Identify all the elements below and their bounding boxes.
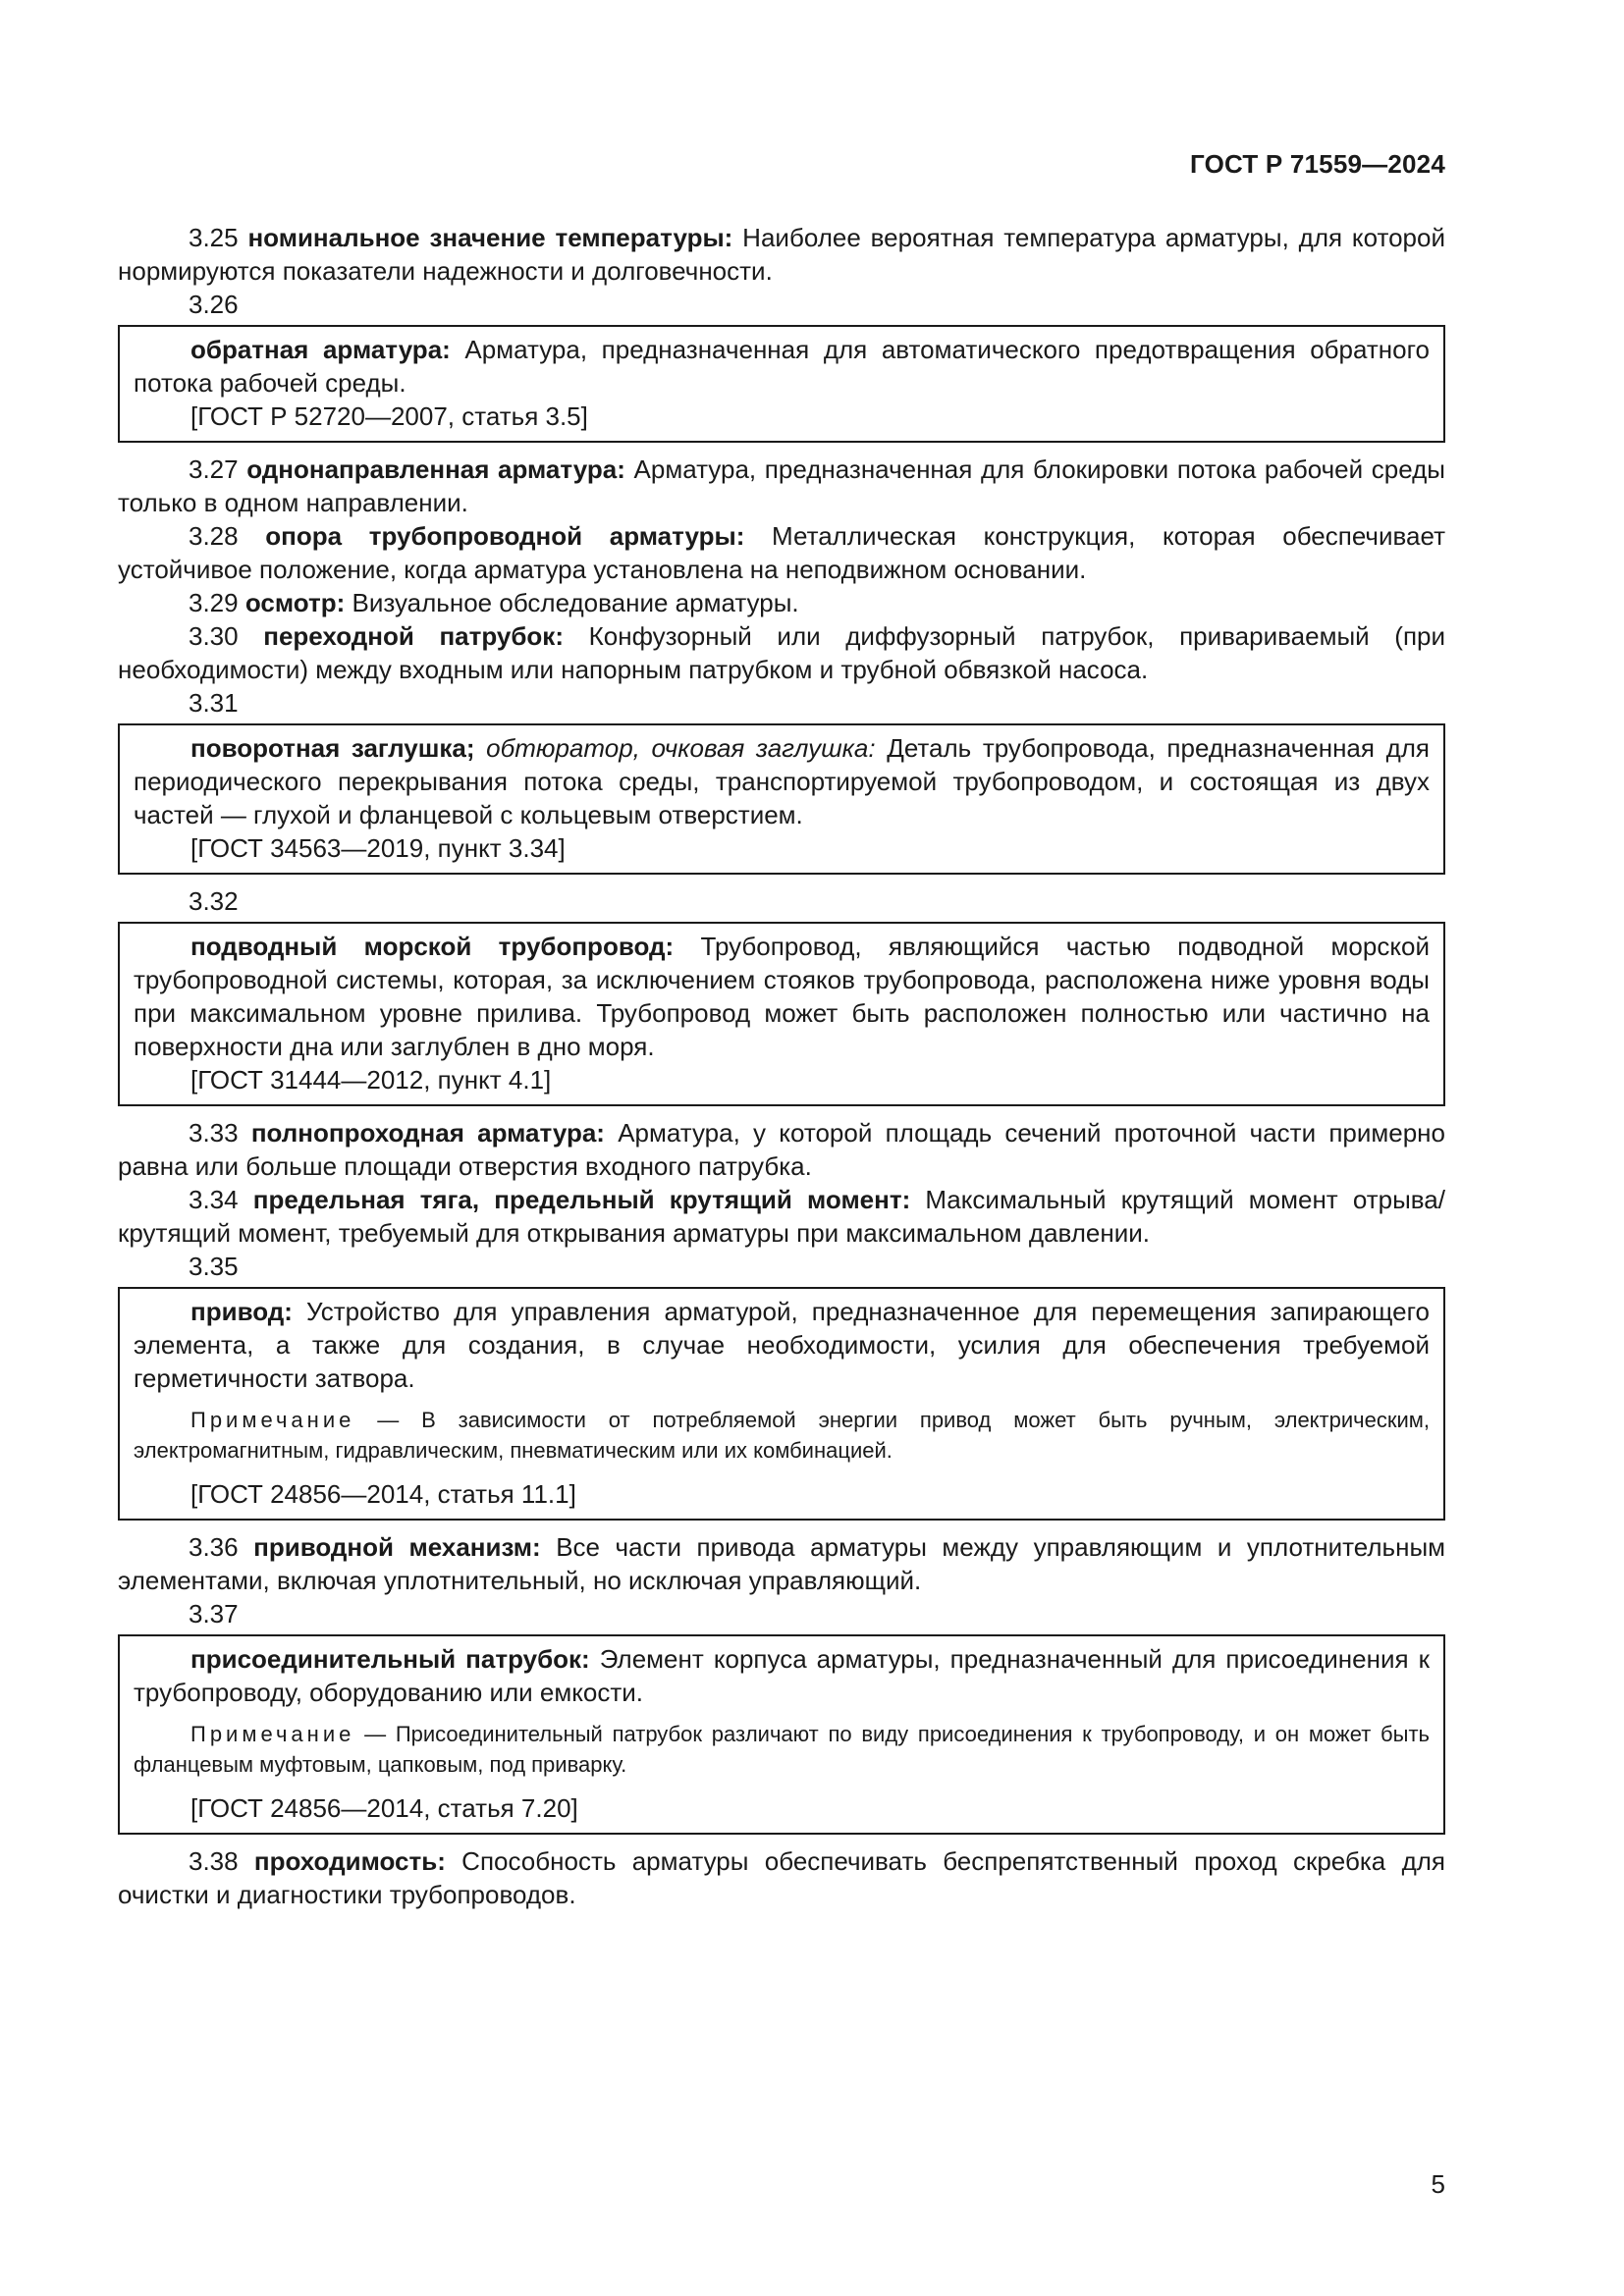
term-name: приводной механизм: — [253, 1532, 541, 1562]
term-definition: Наиболее вероятная температура арматуры, для которой нормируются показатели надежности и долговечности. — [118, 223, 1445, 286]
term-number: 3.26 — [189, 290, 239, 319]
term-definition: Конфузорный или диффузорный патрубок, привариваемый (при необходимости) между входным или напорным патрубком и трубной обвязкой насоса. — [118, 621, 1446, 684]
term-definition: Визуальное обследование арматуры. — [345, 588, 799, 617]
term-box-3-31 — [118, 723, 1445, 875]
term-name: осмотр: — [244, 588, 346, 617]
term-number: 3.38 — [189, 1846, 239, 1876]
term-number: 3.25 — [189, 223, 239, 252]
term-number: 3.37 — [189, 1599, 239, 1629]
note-text: — Присоединительный патрубок различают по виду присоединения к трубопроводу, и он может быть фланцевым муфтовым, цапковым, под приварку. — [134, 1722, 1430, 1777]
page-number: 5 — [1431, 2169, 1445, 2199]
term-box-3-26 — [118, 325, 1445, 443]
term-name: полнопроходная арматура: — [250, 1118, 605, 1148]
term-source: [ГОСТ 31444—2012, пункт 4.1] — [190, 1065, 552, 1095]
term-number: 3.34 — [189, 1185, 239, 1214]
term-name: привод: — [190, 1297, 293, 1326]
term-name: переходной патрубок: — [263, 621, 564, 651]
term-number: 3.35 — [189, 1252, 239, 1281]
term-number: 3.36 — [189, 1532, 239, 1562]
term-definition: Деталь трубопровода, предназначенная для периодического перекрывания потока среды, транспортируемой трубопроводом, и состоящая из двух частей — глухой и фланцевой с кольцевым отверстием. — [134, 733, 1430, 829]
term-name: предельная тяга, предельный крутящий момент: — [252, 1185, 911, 1214]
term-number: 3.28 — [189, 521, 239, 551]
term-number: 3.30 — [189, 621, 239, 651]
term-source: [ГОСТ 34563—2019, пункт 3.34] — [190, 833, 566, 863]
term-synonyms: обтюратор, очковая заглушка: — [474, 733, 876, 763]
term-3-33 — [118, 1116, 1445, 1183]
term-3-38 — [118, 1844, 1445, 1911]
term-name: проходимость: — [253, 1846, 446, 1876]
note-label: Примечание — [190, 1722, 355, 1746]
term-3-36 — [118, 1530, 1445, 1597]
term-3-25 — [118, 221, 1445, 288]
term-note — [134, 1405, 1430, 1466]
term-name: присоединительный патрубок: — [190, 1644, 590, 1674]
term-name: однонаправленная арматура: — [246, 454, 625, 484]
term-3-27 — [118, 453, 1445, 519]
term-definition: Элемент корпуса арматуры, предназначенный для присоединения к трубопроводу, оборудованию или емкости. — [134, 1644, 1430, 1707]
term-definition: Способность арматуры обеспечивать беспрепятственный проход скребка для очистки и диагностики трубопроводов. — [118, 1846, 1445, 1909]
term-definition: Все части привода арматуры между управляющим и уплотнительным элементами, включая уплотнительный, но исключая управляющий. — [118, 1532, 1446, 1595]
term-name: подводный морской трубопровод: — [190, 932, 675, 961]
term-number: 3.33 — [189, 1118, 239, 1148]
term-number: 3.29 — [189, 588, 239, 617]
term-3-29 — [118, 586, 1445, 619]
term-number: 3.32 — [189, 886, 239, 916]
term-name: поворотная заглушка; — [190, 733, 475, 763]
term-definition: Арматура, предназначенная для автоматического предотвращения обратного потока рабочей среды. — [134, 335, 1430, 398]
term-number: 3.31 — [189, 688, 239, 718]
term-definition: Металлическая конструкция, которая обеспечивает устойчивое положение, когда арматура установлена на неподвижном основании. — [118, 521, 1445, 584]
term-box-3-37 — [118, 1634, 1445, 1835]
note-text: — В зависимости от потребляемой энергии привод может быть ручным, электрическим, электромагнитным, гидравлическим, пневматическим или их комбинацией. — [134, 1408, 1430, 1463]
note-label: Примечание — [190, 1408, 355, 1432]
term-box-3-35 — [118, 1287, 1445, 1521]
term-definition: Арматура, у которой площадь сечений проточной части примерно равна или больше площади отверстия входного патрубка. — [118, 1118, 1446, 1181]
term-3-34 — [118, 1183, 1445, 1250]
term-source: [ГОСТ Р 52720—2007, статья 3.5] — [190, 401, 588, 431]
term-definition: Арматура, предназначенная для блокировки потока рабочей среды только в одном направлении. — [118, 454, 1445, 517]
term-3-28 — [118, 519, 1445, 586]
term-name: номинальное значение температуры: — [247, 223, 733, 252]
term-box-3-32 — [118, 922, 1445, 1106]
term-definition: Трубопровод, являющийся частью подводной морской трубопроводной системы, которая, за исключением стояков трубопровода, расположена ниже уровня воды при максимальном уровне прилива. Трубопровод может быть расположен полностью или частично на поверхности дна или заглублен в дно моря. — [134, 932, 1431, 1061]
document-id-header: ГОСТ Р 71559—2024 — [1190, 149, 1445, 179]
term-source: [ГОСТ 24856—2014, статья 11.1] — [190, 1479, 576, 1509]
term-note — [134, 1719, 1430, 1780]
term-source: [ГОСТ 24856—2014, статья 7.20] — [190, 1793, 578, 1823]
term-name: опора трубопроводной арматуры: — [265, 521, 745, 551]
term-3-30 — [118, 619, 1445, 686]
term-definition: Максимальный крутящий момент отрыва/крутящий момент, требуемый для открывания арматуры при максимальном давлении. — [118, 1185, 1445, 1248]
term-definition: Устройство для управления арматурой, предназначенное для перемещения запирающего элемента, а также для создания, в случае необходимости, усилия для обеспечения требуемой герметичности затвора. — [134, 1297, 1430, 1393]
term-name: обратная арматура: — [190, 335, 451, 364]
term-number: 3.27 — [189, 454, 239, 484]
terms-list — [118, 221, 1445, 1911]
